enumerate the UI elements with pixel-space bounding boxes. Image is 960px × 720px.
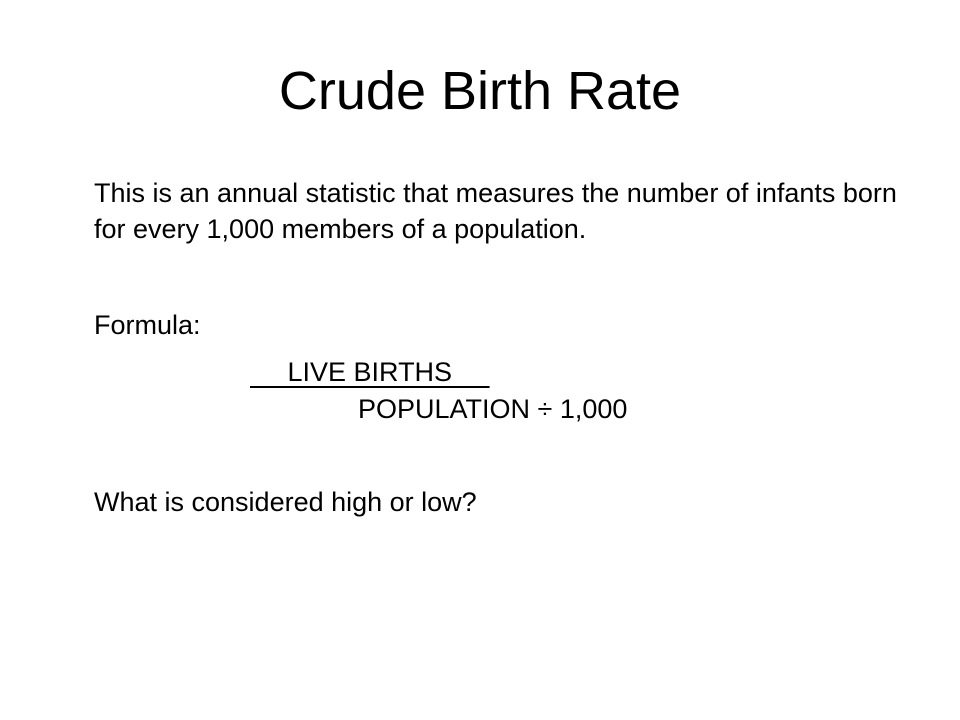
question-text: What is considered high or low? (94, 487, 477, 517)
slide-title: Crude Birth Rate (278, 61, 682, 121)
formula-numerator: LIVE BIRTHS (250, 357, 490, 387)
formula-label: Formula: (94, 310, 201, 340)
description-paragraph: This is an annual statistic that measures the number of infants born for every 1,000 members of a population. (94, 178, 897, 244)
formula-denominator: POPULATION ÷ 1,000 (358, 394, 628, 424)
